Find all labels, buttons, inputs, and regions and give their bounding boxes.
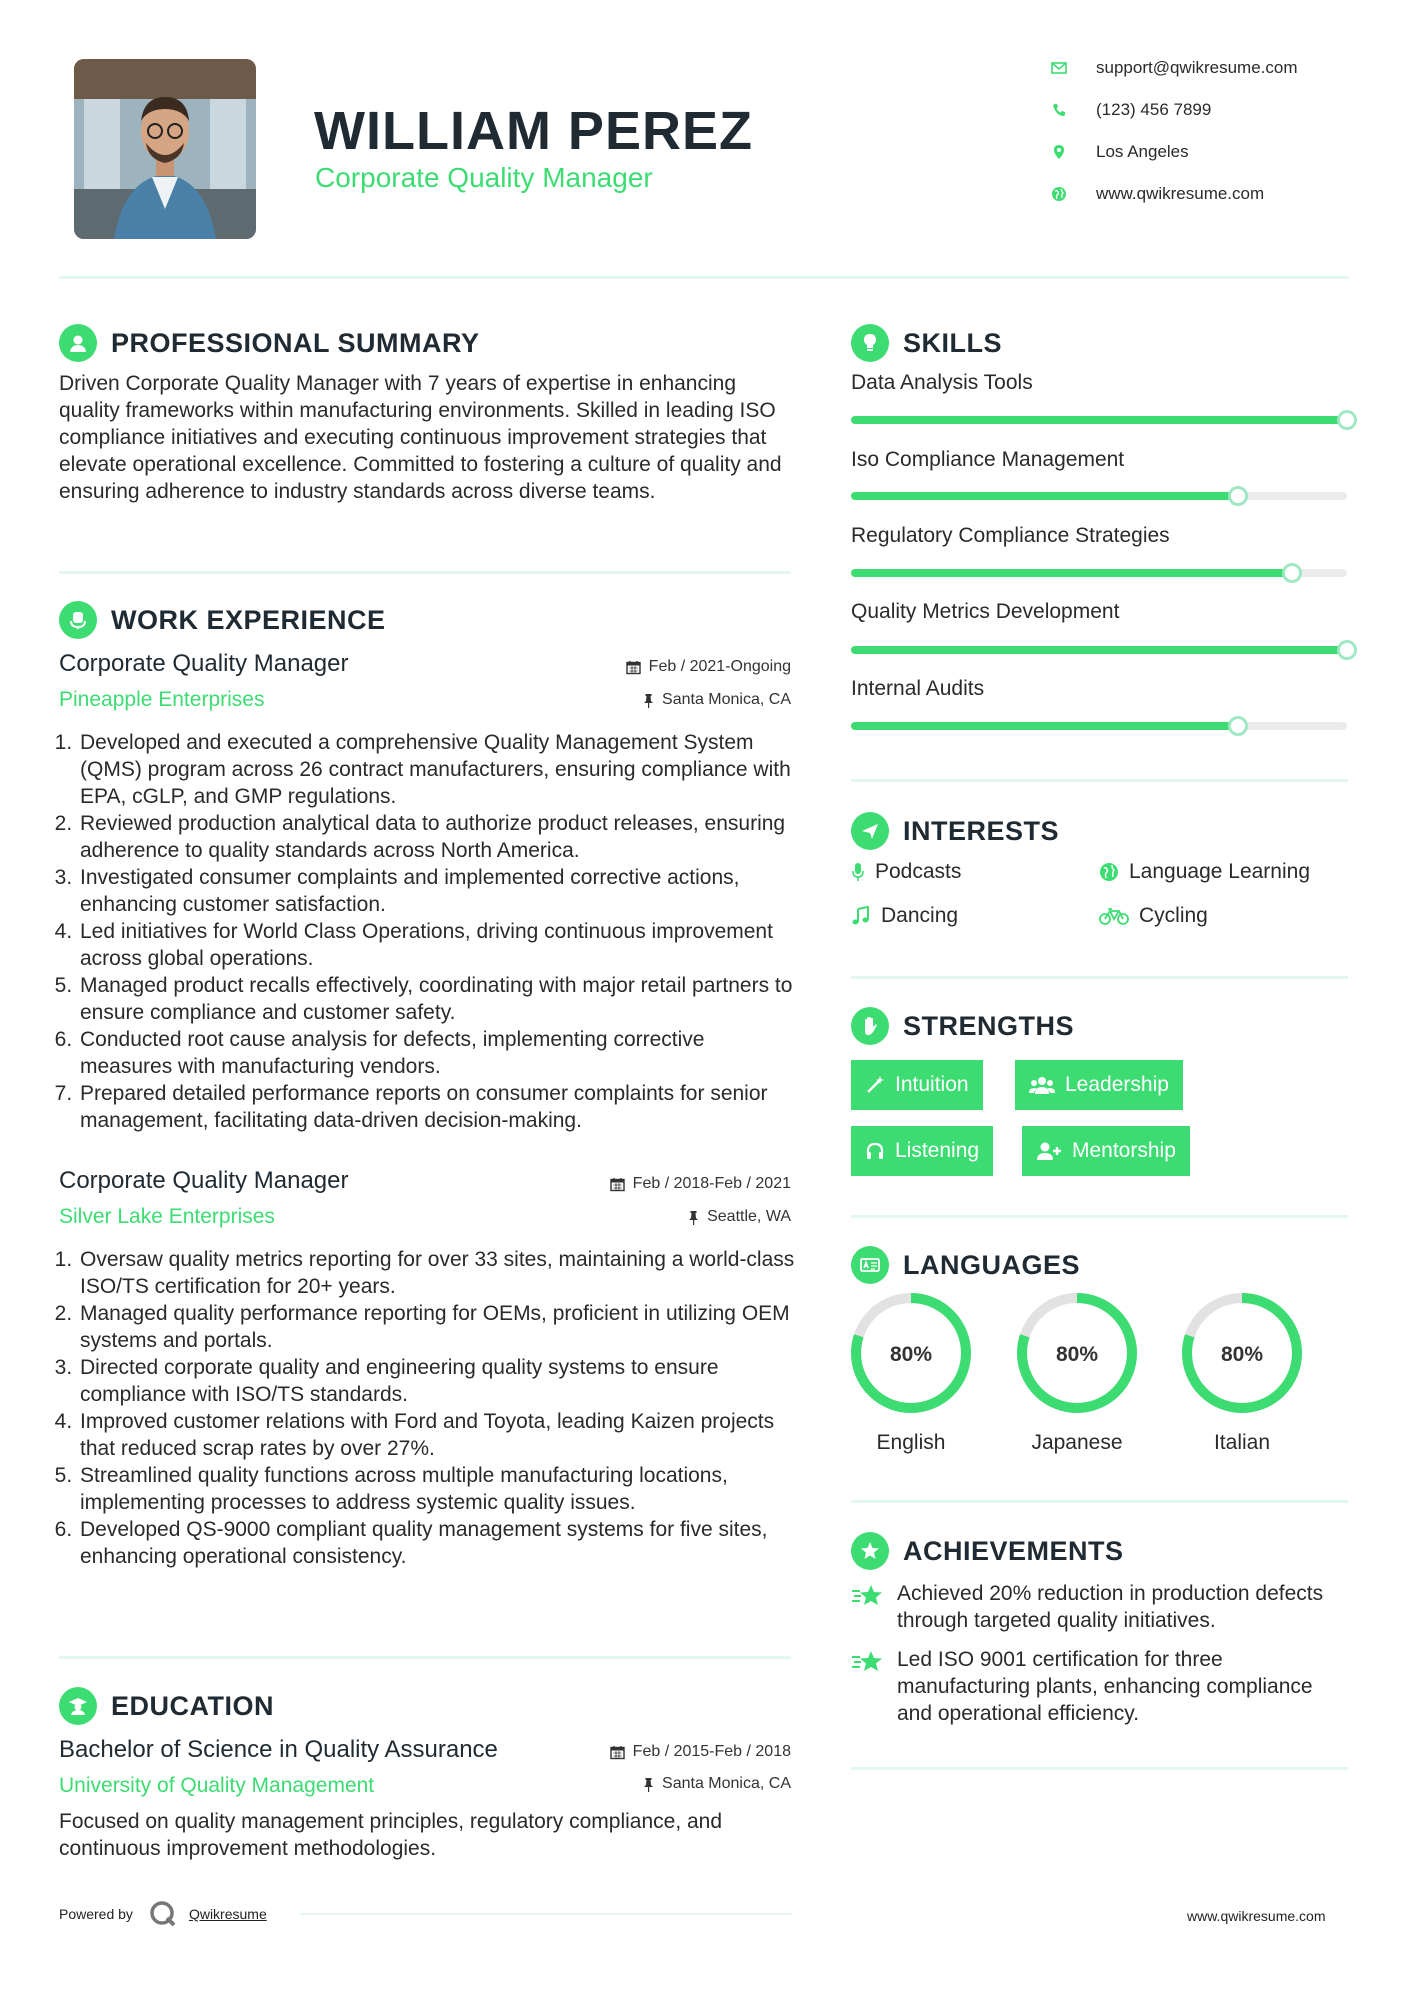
powered-by-label: Powered by bbox=[59, 1906, 133, 1922]
experience-divider bbox=[59, 1656, 791, 1659]
job-1-location bbox=[520, 691, 791, 709]
list-item: 4. Led initiatives for World Class Operations, driving continuous improvement across global operations. bbox=[78, 918, 798, 972]
footer-left-divider bbox=[300, 1913, 792, 1915]
education-location-text: Santa Monica, CA bbox=[662, 1775, 791, 1792]
mail-icon bbox=[1050, 59, 1068, 77]
hand-icon bbox=[851, 1007, 889, 1045]
achievements-heading bbox=[851, 1532, 1124, 1570]
language-name: English bbox=[876, 1431, 946, 1454]
user-icon bbox=[59, 324, 97, 362]
language-name: Japanese bbox=[1031, 1431, 1123, 1454]
calendar-icon bbox=[626, 660, 641, 675]
education-location bbox=[520, 1775, 791, 1793]
skill-4-knob bbox=[1337, 640, 1357, 660]
strength-mentorship bbox=[1022, 1126, 1190, 1176]
contact-email[interactable] bbox=[1050, 58, 1298, 78]
job-2-company: Silver Lake Enterprises bbox=[59, 1205, 275, 1228]
skill-5-knob bbox=[1228, 716, 1248, 736]
education-date bbox=[520, 1743, 791, 1761]
list-item: 4. Improved customer relations with Ford and Toyota, leading Kaizen projects that reduced scrap rates by over 27%. bbox=[78, 1408, 798, 1462]
briefcase-icon bbox=[59, 601, 97, 639]
music-note-icon bbox=[851, 906, 871, 926]
strength-intuition bbox=[851, 1060, 983, 1110]
skill-4-name: Quality Metrics Development bbox=[851, 600, 1120, 623]
experience-heading bbox=[59, 601, 386, 639]
strength-label: Leadership bbox=[1065, 1073, 1169, 1096]
education-description: Focused on quality management principles, regulatory compliance, and continuous improvement methodologies. bbox=[59, 1810, 723, 1860]
qwikresume-link[interactable]: Qwikresume bbox=[188, 1906, 267, 1922]
job-2-responsibilities bbox=[58, 1246, 798, 1570]
bicycle-icon bbox=[1099, 906, 1129, 926]
magic-wand-icon bbox=[865, 1075, 885, 1095]
header-divider bbox=[59, 276, 1349, 279]
star-icon bbox=[851, 1582, 889, 1617]
strength-label: Mentorship bbox=[1072, 1139, 1176, 1162]
microphone-icon bbox=[851, 862, 865, 882]
interest-label: Language Learning bbox=[1129, 860, 1311, 883]
strength-listening bbox=[851, 1126, 993, 1176]
calendar-icon bbox=[610, 1745, 625, 1760]
japanese-percent: 80% bbox=[1055, 1343, 1099, 1366]
award-icon bbox=[851, 1532, 889, 1570]
language-english bbox=[849, 1291, 973, 1455]
education-heading bbox=[59, 1687, 274, 1725]
list-item: 1. Developed and executed a comprehensive Quality Management System (QMS) program across 26 contract manufacturers, ensuring compliance with EPA, cGLP, and GMP regulations. bbox=[78, 729, 798, 810]
pushpin-icon bbox=[643, 1777, 654, 1792]
lightbulb-icon bbox=[851, 324, 889, 362]
japanese-progress-ring bbox=[1015, 1291, 1139, 1415]
contact-website-text: www.qwikresume.com bbox=[1096, 184, 1265, 203]
candidate-title: Corporate Quality Manager bbox=[315, 162, 653, 193]
contact-location bbox=[1050, 142, 1189, 162]
job-2-location-text: Seattle, WA bbox=[707, 1208, 791, 1225]
list-item: 5. Managed product recalls effectively, coordinating with major retail partners to ensure compliance and customer safety. bbox=[78, 972, 798, 1026]
skill-1-fill bbox=[851, 416, 1347, 424]
paper-plane-icon bbox=[851, 812, 889, 850]
education-degree: Bachelor of Science in Quality Assurance bbox=[59, 1736, 498, 1763]
language-icon bbox=[851, 1246, 889, 1284]
interest-language-learning bbox=[1099, 860, 1310, 884]
globe-icon bbox=[1099, 862, 1119, 882]
skills-heading bbox=[851, 324, 1002, 362]
achievements-heading-text: ACHIEVEMENTS bbox=[903, 1535, 1124, 1566]
italian-progress-ring bbox=[1180, 1291, 1304, 1415]
italian-percent: 80% bbox=[1220, 1343, 1264, 1366]
contact-website[interactable] bbox=[1050, 184, 1264, 204]
footer-site-text[interactable]: www.qwikresume.com bbox=[1187, 1908, 1326, 1924]
contact-email-text: support@qwikresume.com bbox=[1096, 58, 1298, 77]
interest-label: Podcasts bbox=[875, 860, 962, 883]
list-item: 5. Streamlined quality functions across multiple manufacturing locations, implementing processes to address systemic quality issues. bbox=[78, 1462, 798, 1516]
skill-5-fill bbox=[851, 722, 1238, 730]
skill-3-bar bbox=[851, 569, 1347, 577]
strength-leadership bbox=[1015, 1060, 1183, 1110]
skill-1-name: Data Analysis Tools bbox=[851, 371, 1033, 394]
list-item: 7. Prepared detailed performance reports on consumer complaints for senior management, facilitating data-driven decision-making. bbox=[78, 1080, 798, 1134]
map-pin-icon bbox=[1050, 143, 1068, 161]
skill-2-bar bbox=[851, 492, 1347, 500]
job-1-date-text: Feb / 2021-Ongoing bbox=[648, 658, 791, 675]
profile-photo bbox=[74, 59, 256, 239]
achievement-text: Led ISO 9001 certification for three manufacturing plants, enhancing compliance and operational efficiency. bbox=[897, 1648, 1313, 1725]
pushpin-icon bbox=[688, 1210, 699, 1225]
contact-phone-text: (123) 456 7899 bbox=[1096, 100, 1212, 119]
contact-location-text: Los Angeles bbox=[1096, 142, 1189, 161]
skill-1-knob bbox=[1337, 410, 1357, 430]
contact-phone[interactable] bbox=[1050, 100, 1211, 120]
candidate-name: WILLIAM PEREZ bbox=[314, 101, 753, 161]
skill-2-name: Iso Compliance Management bbox=[851, 448, 1125, 471]
list-item: 6. Conducted root cause analysis for defects, implementing corrective measures with manufacturing vendors. bbox=[78, 1026, 798, 1080]
skill-4-bar bbox=[851, 646, 1347, 654]
job-1-date bbox=[520, 658, 791, 676]
interest-label: Dancing bbox=[881, 904, 959, 927]
interest-podcasts bbox=[851, 860, 961, 884]
education-heading-text: EDUCATION bbox=[111, 1690, 274, 1721]
strengths-heading bbox=[851, 1007, 1074, 1045]
summary-text: Driven Corporate Quality Manager with 7 years of expertise in enhancing quality frameworks within manufacturing environments. Skilled in leading ISO compliance initiatives and executing continuous improvement strategies that elevate operational excellence. Committed to fostering a culture of quality and ensuring adherence to industry standards across diverse teams. bbox=[59, 372, 782, 503]
job-2-date bbox=[520, 1175, 791, 1193]
job-2-date-text: Feb / 2018-Feb / 2021 bbox=[632, 1175, 791, 1192]
job-1-title: Corporate Quality Manager bbox=[59, 650, 349, 677]
skill-4-fill bbox=[851, 646, 1347, 654]
job-1-responsibilities bbox=[58, 729, 798, 1134]
skills-heading-text: SKILLS bbox=[903, 327, 1003, 358]
job-2-title: Corporate Quality Manager bbox=[59, 1167, 349, 1194]
strength-label: Listening bbox=[895, 1139, 980, 1162]
achievement-1 bbox=[851, 1580, 1351, 1634]
education-school: University of Quality Management bbox=[59, 1774, 375, 1797]
education-date-text: Feb / 2015-Feb / 2018 bbox=[632, 1743, 791, 1760]
job-2-location bbox=[520, 1208, 791, 1226]
skill-5-bar bbox=[851, 722, 1347, 730]
skill-3-knob bbox=[1282, 563, 1302, 583]
globe-icon bbox=[1050, 185, 1068, 203]
list-item: 2. Managed quality performance reporting for OEMs, proficient in utilizing OEM systems and portals. bbox=[78, 1300, 798, 1354]
qwikresume-logo-icon bbox=[149, 1900, 177, 1928]
interest-label: Cycling bbox=[1139, 904, 1208, 927]
language-japanese bbox=[1015, 1291, 1139, 1455]
list-item: 2. Reviewed production analytical data to authorize product releases, ensuring adherence to quality standards across North America. bbox=[78, 810, 798, 864]
summary-heading-text: PROFESSIONAL SUMMARY bbox=[111, 327, 480, 358]
list-item: 1. Oversaw quality metrics reporting for over 33 sites, maintaining a world-class ISO/TS certification for 20+ years. bbox=[78, 1246, 798, 1300]
languages-divider bbox=[851, 1500, 1348, 1503]
interest-dancing bbox=[851, 904, 958, 928]
summary-divider bbox=[59, 571, 791, 574]
list-item: 3. Investigated consumer complaints and implemented corrective actions, enhancing customer satisfaction. bbox=[78, 864, 798, 918]
user-plus-icon bbox=[1036, 1141, 1062, 1161]
strengths-divider bbox=[851, 1215, 1348, 1218]
list-item: 3. Directed corporate quality and engineering quality systems to ensure compliance with ISO/TS standards. bbox=[78, 1354, 798, 1408]
skill-1-bar bbox=[851, 416, 1347, 424]
group-icon bbox=[1029, 1075, 1055, 1095]
skill-3-name: Regulatory Compliance Strategies bbox=[851, 524, 1170, 547]
strengths-heading-text: STRENGTHS bbox=[903, 1010, 1075, 1041]
experience-heading-text: WORK EXPERIENCE bbox=[111, 604, 386, 635]
english-progress-ring bbox=[849, 1291, 973, 1415]
skills-divider bbox=[851, 779, 1348, 782]
languages-heading bbox=[851, 1246, 1080, 1284]
interests-heading-text: INTERESTS bbox=[903, 815, 1060, 846]
summary-heading bbox=[59, 324, 480, 362]
skill-2-knob bbox=[1228, 486, 1248, 506]
calendar-icon bbox=[610, 1177, 625, 1192]
job-1-company: Pineapple Enterprises bbox=[59, 688, 265, 711]
headphones-icon bbox=[865, 1141, 885, 1161]
interest-cycling bbox=[1099, 904, 1208, 928]
english-percent: 80% bbox=[889, 1343, 933, 1366]
list-item: 6. Developed QS-9000 compliant quality management systems for five sites, enhancing operational consistency. bbox=[78, 1516, 798, 1570]
achievement-text: Achieved 20% reduction in production defects through targeted quality initiatives. bbox=[897, 1582, 1324, 1632]
pushpin-icon bbox=[643, 693, 654, 708]
footer-powered-by bbox=[59, 1900, 267, 1928]
interests-heading bbox=[851, 812, 1059, 850]
skill-5-name: Internal Audits bbox=[851, 677, 985, 700]
star-icon bbox=[851, 1648, 889, 1683]
interests-divider bbox=[851, 976, 1348, 979]
job-1-location-text: Santa Monica, CA bbox=[662, 691, 791, 708]
achievement-2 bbox=[851, 1646, 1351, 1727]
languages-heading-text: LANGUAGES bbox=[903, 1249, 1081, 1280]
achievements-divider bbox=[851, 1767, 1348, 1770]
skill-3-fill bbox=[851, 569, 1292, 577]
language-name: Italian bbox=[1213, 1431, 1271, 1454]
phone-icon bbox=[1050, 101, 1068, 119]
skill-2-fill bbox=[851, 492, 1238, 500]
graduate-icon bbox=[59, 1687, 97, 1725]
strength-label: Intuition bbox=[895, 1073, 969, 1096]
language-italian bbox=[1180, 1291, 1304, 1455]
footer-site[interactable] bbox=[1187, 1908, 1325, 1924]
